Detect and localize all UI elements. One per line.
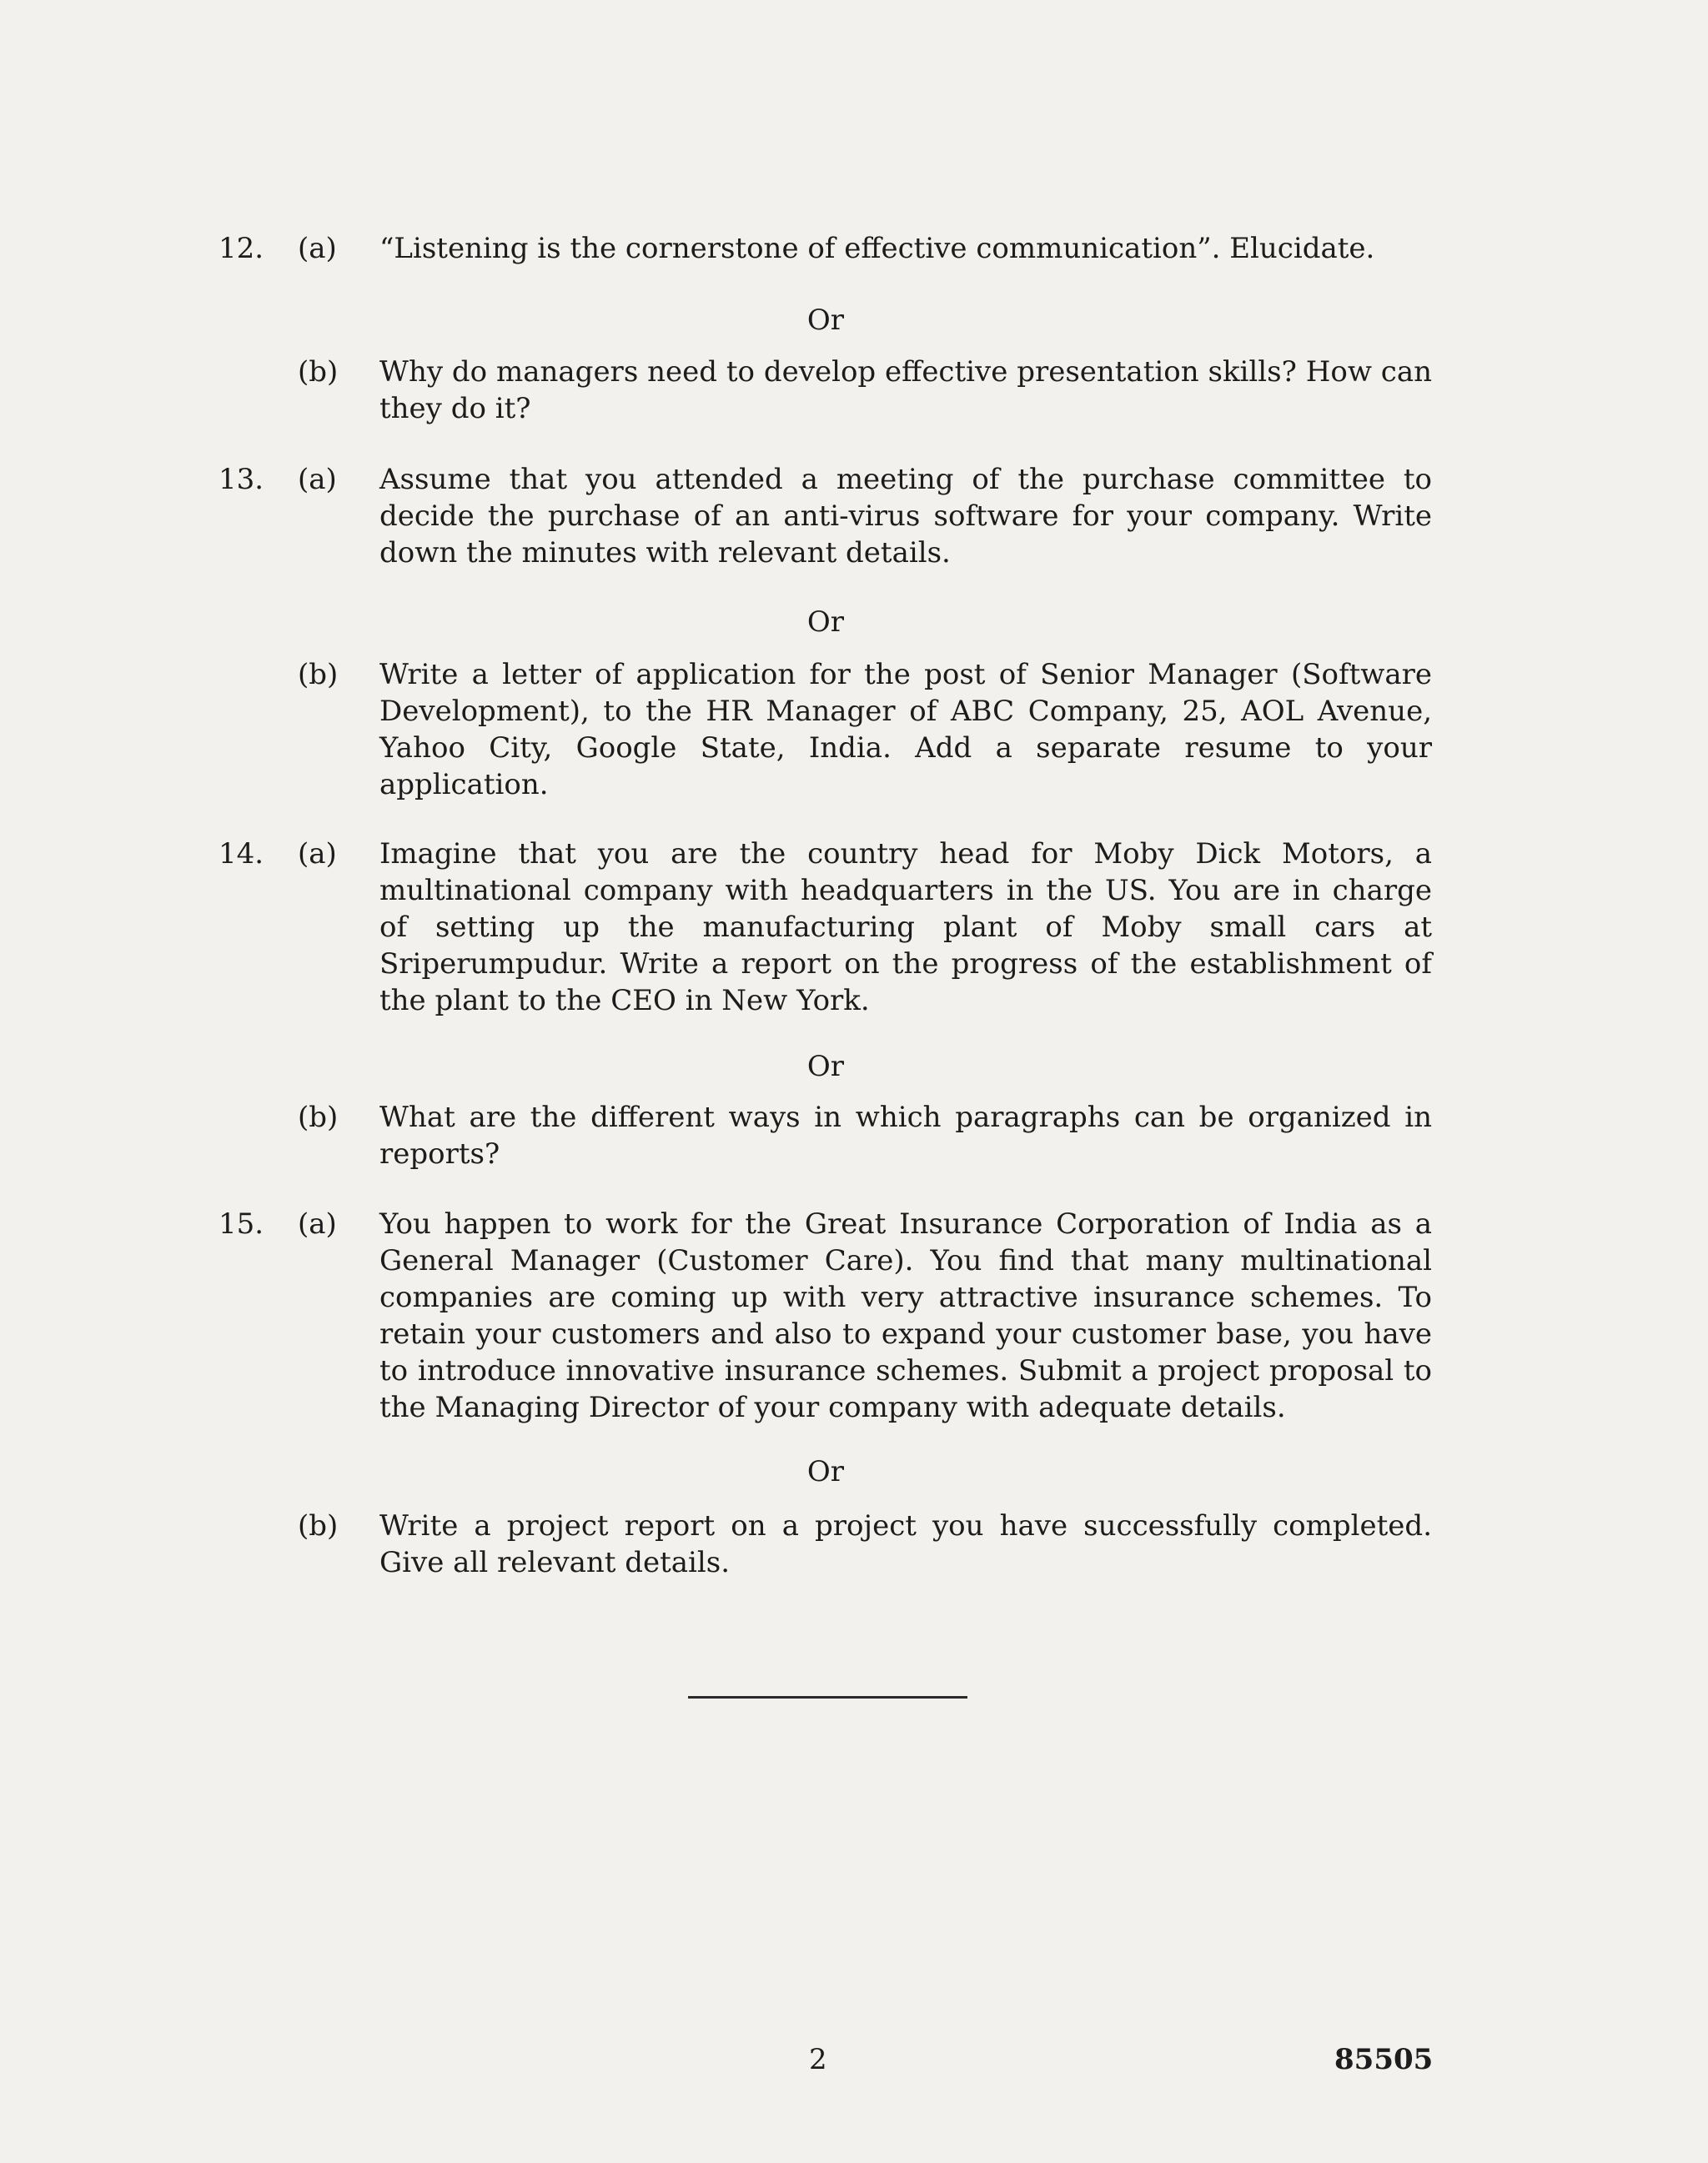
part-label: (a): [298, 837, 337, 871]
part-label: (b): [298, 1101, 339, 1134]
question-text: What are the different ways in which paragraphs can be organized in reports?: [379, 1101, 1432, 1171]
page-number: 2: [809, 2043, 827, 2076]
or-separator: Or: [806, 1050, 845, 1083]
or-separator: Or: [806, 605, 845, 639]
question-number: 12.: [219, 232, 264, 265]
question-number: 14.: [219, 837, 264, 871]
part-label: (a): [298, 463, 337, 496]
question-text: Assume that you attended a meeting of the purchase committee to decide the purchase of an anti-virus software for your company. Write down the minutes with relevant details.: [379, 463, 1432, 570]
or-separator: Or: [806, 304, 845, 337]
question-text: Write a project report on a project you have successfully completed. Give all relevant details.: [379, 1509, 1432, 1579]
paper-code: 85505: [1334, 2043, 1434, 2076]
part-label: (b): [298, 1509, 339, 1543]
question-text: Why do managers need to develop effective presentation skills? How can they do it?: [379, 355, 1432, 425]
question-number: 15.: [219, 1207, 264, 1241]
part-label: (a): [298, 1207, 337, 1241]
end-rule: [688, 1696, 967, 1699]
part-label: (b): [298, 355, 339, 389]
part-label: (b): [298, 658, 339, 691]
question-text: You happen to work for the Great Insurance Corporation of India as a General Manager (Customer Care). You find that many multinational companies are coming up with very attractive insurance schemes. To retain your customers and also to expand your customer base, you have to introduce innovative insurance schemes. Submit a project proposal to the Managing Director of your company with adequate details.: [379, 1207, 1432, 1424]
part-label: (a): [298, 232, 337, 265]
question-text: Imagine that you are the country head for Moby Dick Motors, a multinational company with headquarters in the US. You are in charge of setting up the manufacturing plant of Moby small cars at Sriperumpudur. Write a report on the progress of the establishment of the plant to the CEO in New York.: [379, 837, 1432, 1017]
or-separator: Or: [806, 1455, 845, 1488]
question-text: Write a letter of application for the post of Senior Manager (Software Development), to the HR Manager of ABC Company, 25, AOL Avenue, Yahoo City, Google State, India. Add a separate resume to your application.: [379, 658, 1432, 801]
question-text: “Listening is the cornerstone of effective communication”. Elucidate.: [379, 232, 1375, 265]
question-number: 13.: [219, 463, 264, 496]
